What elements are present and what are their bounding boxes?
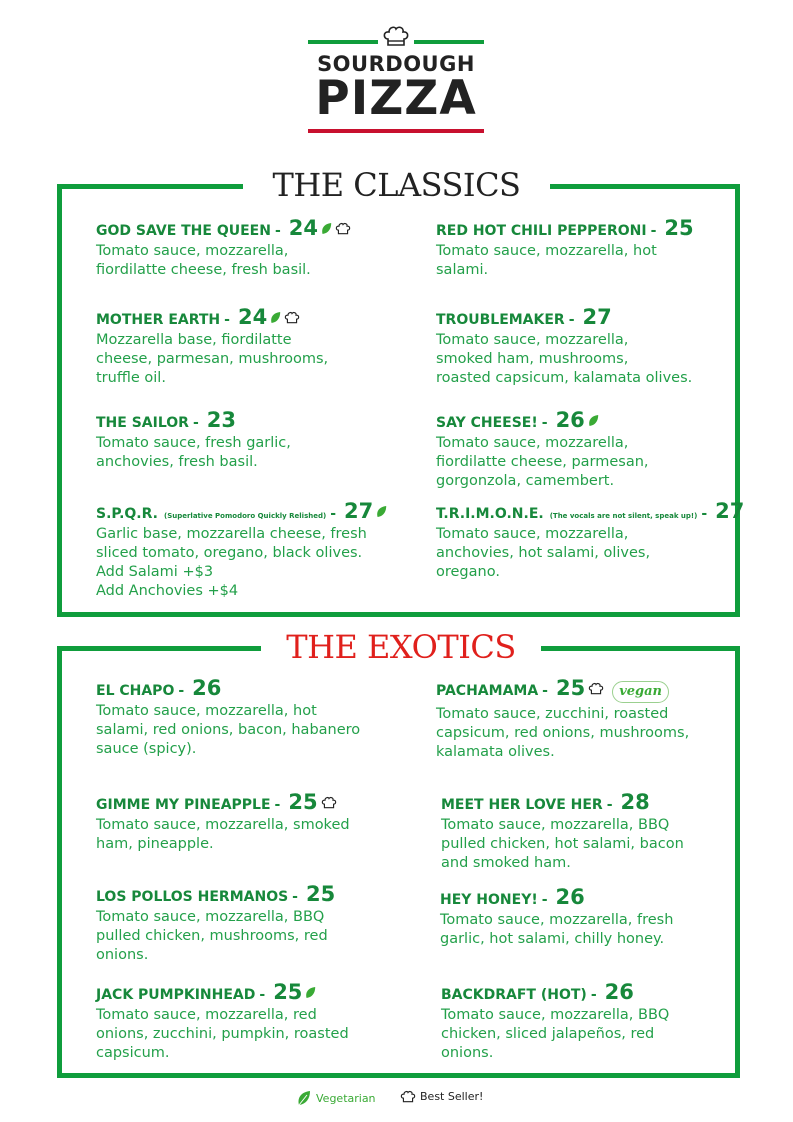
chef-hat-icon [382,25,410,47]
menu-item [96,882,335,965]
menu-item-heading [436,305,692,329]
leaf-icon [376,505,387,518]
price-separator: - [274,223,281,239]
description-line: salami. [436,262,489,278]
menu-item-description [96,331,328,388]
chef-hat-icon [321,796,337,809]
description-line: Tomato sauce, mozzarella, smoked [96,817,350,833]
price-separator: - [701,506,708,522]
description-line: onions. [96,947,149,963]
leaf-icon [588,414,599,427]
menu-item [441,790,684,873]
menu-item-note: (The vocals are not silent, speak up!) [549,512,698,520]
menu-item-name: BACKDRAFT (HOT) [441,987,587,1003]
menu-item-price: 25 [273,980,303,1004]
menu-item-name: S.P.Q.R. [96,506,158,522]
menu-item-heading [436,408,649,432]
menu-item-price: 26 [192,676,222,700]
menu-item-price: 25 [664,216,694,240]
description-line: kalamata olives. [436,744,555,760]
leaf-icon [297,1090,311,1106]
description-line: Tomato sauce, mozzarella, fresh [440,912,674,928]
logo-red-line [308,129,484,133]
menu-item-name: GIMME MY PINEAPPLE [96,797,271,813]
menu-item [96,980,349,1063]
description-line: Tomato sauce, zucchini, roasted [436,706,669,722]
chef-hat-icon [335,222,351,235]
description-line: roasted capsicum, kalamata olives. [436,370,693,386]
menu-item [441,980,669,1063]
menu-item-price: 28 [620,790,650,814]
legend-vegetarian-label: Vegetarian [316,1091,376,1105]
description-line: sliced tomato, oregano, black olives. [96,545,363,561]
price-separator: - [259,987,266,1003]
logo-green-line-right [414,40,484,44]
menu-item-price: 25 [288,790,318,814]
menu-item-heading [96,305,328,329]
menu-item-name: RED HOT CHILI PEPPERONI [436,223,647,239]
description-line: garlic, hot salami, chilly honey. [440,931,665,947]
menu-item-price: 27 [715,499,745,523]
menu-item [436,216,694,280]
price-separator: - [224,312,230,328]
description-line: capsicum, red onions, mushrooms, [436,725,690,741]
legend-best-seller-label: Best Seller! [420,1090,484,1103]
menu-item-price: 26 [604,980,634,1004]
menu-item-heading [96,408,291,432]
menu-item-description [96,242,351,280]
price-separator: - [650,223,657,239]
description-line: anchovies, fresh basil. [96,454,258,470]
price-separator: - [590,987,597,1003]
description-line: onions. [441,1045,494,1061]
description-line: sauce (spicy). [96,741,197,757]
menu-item-description [96,908,335,965]
menu-item [96,499,387,601]
menu-item-description [436,434,649,491]
menu-item-heading [436,216,694,240]
menu-item-description [436,331,692,388]
menu-item-price: 25 [305,882,336,906]
menu-item-name: THE SAILOR [96,415,189,431]
menu-item-heading [96,980,349,1004]
classics-title: THE CLASSICS [243,166,550,204]
leaf-icon [305,986,316,999]
price-separator: - [192,415,199,431]
menu-item [436,676,689,762]
menu-item [440,885,673,949]
menu-item-name: PACHAMAMA [436,683,539,699]
description-line: capsicum. [96,1045,170,1061]
menu-item [436,408,649,491]
menu-item-name: JACK PUMPKINHEAD [96,987,256,1003]
menu-item-description [96,702,360,759]
chef-hat-icon [588,682,604,695]
description-line: onions, zucchini, pumpkin, roasted [96,1026,349,1042]
menu-item-name: MEET HER LOVE HER [441,797,603,813]
menu-item-description [441,1006,669,1063]
description-line: Tomato sauce, mozzarella, [96,243,289,259]
price-separator: - [541,892,548,908]
price-separator: - [178,683,185,699]
menu-item-price: 24 [237,305,268,329]
menu-item-description [436,525,744,582]
price-separator: - [541,415,548,431]
logo-green-line-left [308,40,378,44]
description-line: Add Salami +$3 [96,564,214,580]
chef-hat-icon [284,311,300,324]
menu-item-description [441,816,684,873]
description-line: pulled chicken, mushrooms, red [96,928,328,944]
description-line: Tomato sauce, mozzarella, [436,332,629,348]
menu-item-name: GOD SAVE THE QUEEN [96,223,271,239]
description-line: salami, red onions, bacon, habanero [96,722,361,738]
price-separator: - [542,683,548,699]
leaf-icon [270,311,281,324]
legend-vegetarian [297,1090,376,1106]
vegan-badge: vegan [612,681,669,703]
exotics-title: THE EXOTICS [261,628,541,666]
menu-item-heading [436,499,744,523]
menu-item [96,408,291,472]
menu-item-name: T.R.I.M.O.N.E. [436,506,544,522]
menu-item-description [440,911,673,949]
menu-item-heading [440,885,673,909]
description-line: Tomato sauce, fresh garlic, [96,435,291,451]
description-line: Tomato sauce, mozzarella, hot [436,243,657,259]
menu-item-heading [441,790,684,814]
menu-item [96,676,360,759]
description-line: truffle oil. [96,370,166,386]
description-line: Tomato sauce, mozzarella, BBQ [441,1007,670,1023]
description-line: fiordilatte cheese, fresh basil. [96,262,311,278]
description-line: Tomato sauce, mozzarella, red [96,1007,317,1023]
menu-item-description [96,816,350,854]
menu-item-heading [436,676,689,703]
price-separator: - [274,797,281,813]
legend-best-seller [400,1090,483,1103]
menu-item-price: 24 [288,216,318,240]
description-line: pulled chicken, hot salami, bacon [441,836,684,852]
description-line: Garlic base, mozzarella cheese, fresh [96,526,367,542]
price-separator: - [568,312,575,328]
menu-item [436,305,692,388]
leaf-icon [321,222,332,235]
description-line: and smoked ham. [441,855,571,871]
menu-item [96,216,351,280]
description-line: Tomato sauce, mozzarella, [436,435,629,451]
menu-item-heading [96,882,335,906]
menu-item-heading [96,499,387,523]
menu-item-description [96,525,387,601]
menu-item-note: (Superlative Pomodoro Quickly Relished) [164,512,327,520]
description-line: smoked ham, mushrooms, [436,351,629,367]
description-line: Tomato sauce, mozzarella, hot [96,703,317,719]
menu-item-heading [96,216,351,240]
menu-item-name: LOS POLLOS HERMANOS [96,889,289,905]
menu-item-name: TROUBLEMAKER [436,312,565,328]
menu-item-description [96,434,291,472]
description-line: anchovies, hot salami, olives, [436,545,651,561]
price-separator: - [606,797,613,813]
description-line: Mozzarella base, fiordilatte [96,332,292,348]
menu-item-heading [96,790,350,814]
menu-item-name: MOTHER EARTH [96,312,221,328]
description-line: Tomato sauce, mozzarella, [436,526,629,542]
price-separator: - [292,889,298,905]
description-line: Add Anchovies +$4 [96,583,239,599]
description-line: Tomato sauce, mozzarella, BBQ [441,817,670,833]
description-line: oregano. [436,564,500,580]
menu-item [96,305,328,388]
description-line: cheese, parmesan, mushrooms, [96,351,329,367]
description-line: gorgonzola, camembert. [436,473,615,489]
description-line: chicken, sliced jalapeños, red [441,1026,655,1042]
menu-item-name: SAY CHEESE! [436,415,538,431]
menu-item-heading [96,676,360,700]
description-line: Tomato sauce, mozzarella, BBQ [96,909,325,925]
menu-item-description [436,242,694,280]
menu-item-heading [441,980,669,1004]
menu-item-name: EL CHAPO [96,683,175,699]
menu-item-name: HEY HONEY! [440,892,538,908]
menu-item-description [96,1006,349,1063]
price-separator: - [330,506,337,522]
menu-item-price: 27 [582,305,612,329]
menu-item-price: 26 [555,885,585,909]
menu-item [436,499,744,582]
chef-hat-icon [400,1090,416,1103]
menu-item-price: 27 [344,499,374,523]
logo-word-pizza: PIZZA [315,71,477,126]
logo-word-sourdough: SOURDOUGH [317,52,475,76]
description-line: fiordilatte cheese, parmesan, [436,454,649,470]
menu-item-price: 23 [206,408,236,432]
description-line: ham, pineapple. [96,836,214,852]
menu-item-price: 25 [555,676,586,700]
menu-item [96,790,350,854]
menu-item-price: 26 [555,408,585,432]
menu-item-description [436,705,689,762]
